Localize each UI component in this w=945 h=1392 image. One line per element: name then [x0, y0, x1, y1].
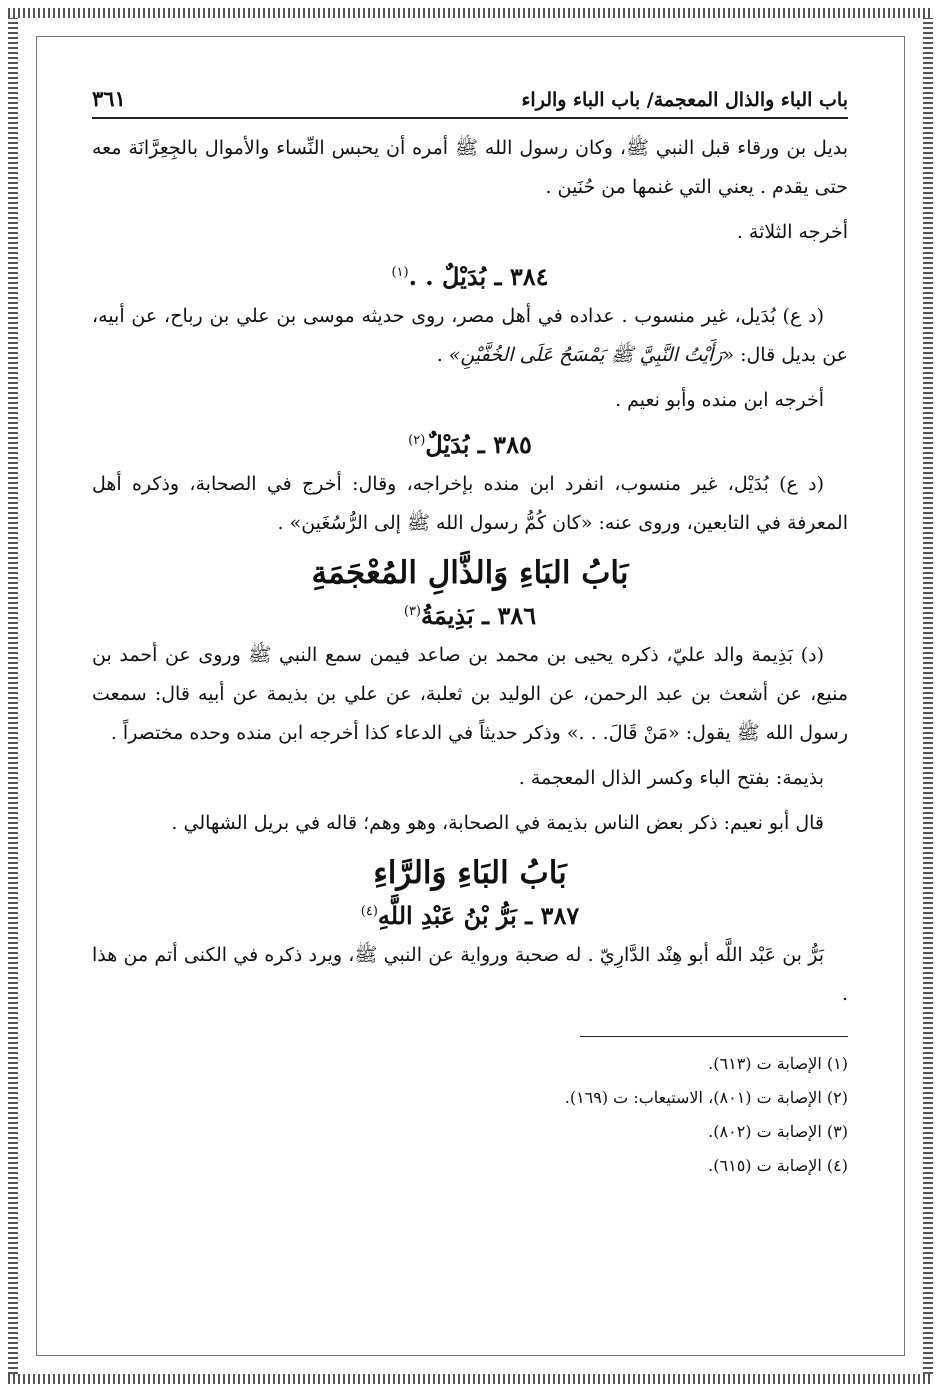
chapter-heading-ra: بَابُ البَاءِ وَالرَّاءِ: [373, 855, 567, 891]
footnote: (٤) الإصابة ت (٦١٥).: [708, 1156, 848, 1175]
entry-heading-384: [92, 262, 848, 291]
continued-paragraph: بديل بن ورقاء قبل النبي ﷺ، وكان رسول الله ﷺ أمره أن يحبس النِّساء والأموال بالجِعِرَّانَة معه حتى يقدم . يعني التي غنمها من حُنَين .: [92, 137, 848, 198]
footnote: (٢) الإصابة ت (٨٠١)، الاستيعاب: ت (١٦٩).: [564, 1088, 848, 1107]
entry-title: ٣٨٥ ـ بُدَيْلٌ: [425, 430, 532, 459]
entry-text-386: (د) بَذِيمة والد عليّ، ذكره يحيى بن محمد بن صاعد فيمن سمع النبي ﷺ وروى عن أحمد بن منيع، عن أشعث بن عبد الرحمن، عن الوليد بن ثعلبة، عن علي بن بذيمة عن أبيه قال: سمعت رسول الله ﷺ يقول: «مَنْ قَالَ. . .» وذكر حديثاً في الدعاء كذا أخرجه ابن منده وحده مختصراً .: [92, 644, 848, 744]
entry-title: ٣٨٧ ـ بَرُّ بْنُ عَبْدِ اللَّهِ: [377, 901, 580, 930]
hadith-quote: «رَأَيْتُ النَّبِيَّ ﷺ يَمْسَحُ عَلَى الخُفَّيْنِ»: [448, 344, 735, 366]
entry-text-385: (د ع) بُدَيْل، غير منسوب، انفرد ابن منده بإخراجه، وقال: أخرج في الصحابة، وذكره أهل المعرفة في التابعين، وروى عنه: «كان كُمُّ رسول الله ﷺ إلى الرُّسُغَين» .: [92, 473, 848, 534]
entry-text-end: .: [436, 344, 449, 366]
entry-title: ٣٨٦ ـ بَذِيمَةُ: [421, 601, 537, 630]
entry-text-intro: (د ع) بُدَيل، غير منسوب . عداده في أهل مصر، روى حديثه موسى بن علي بن رباح، عن أبيه، عن بديل قال:: [92, 305, 848, 366]
footnote-ref: (٤): [360, 904, 378, 919]
footnote: (١) الإصابة ت (٦١٣).: [708, 1054, 848, 1073]
footnote-ref: (٣): [403, 604, 421, 619]
entry-text-387: بَرُّ بن عَبْد اللَّه أبو هِنْد الدَّارِيّ . له صحبة ورواية عن النبي ﷺ، ويرد ذكره في الكنى أتم من هذا .: [92, 944, 848, 1005]
entry-note-386-b: قال أبو نعيم: ذكر بعض الناس بذيمة في الصحابة، وهو وهم؛ قاله في بريل الشهالي .: [171, 812, 824, 834]
entry-title: ٣٨٤ ـ بُدَيْلٌ . .: [408, 262, 549, 291]
footnotes: [92, 1047, 848, 1183]
footnote-ref: (٢): [408, 433, 426, 448]
running-header: [92, 86, 848, 119]
entry-heading-386: [92, 601, 848, 630]
book-page: [92, 86, 848, 1183]
running-title: باب الباء والذال المعجمة/ باب الباء والراء: [521, 89, 848, 111]
footnote: (٣) الإصابة ت (٨٠٢).: [708, 1122, 848, 1141]
chapter-heading-dhal: بَابُ البَاءِ وَالذَّالِ المُعْجَمَةِ: [311, 555, 629, 591]
entry-source-384: أخرجه ابن منده وأبو نعيم .: [615, 389, 824, 411]
footnote-ref: (١): [391, 265, 409, 280]
entry-heading-385: [92, 430, 848, 459]
source-note: أخرجه الثلاثة .: [736, 221, 848, 243]
entry-note-386-a: بذيمة: بفتح الباء وكسر الذال المعجمة .: [518, 767, 824, 789]
footnote-separator: [580, 1036, 848, 1037]
entry-heading-387: [92, 901, 848, 930]
page-number: ٣٦١: [92, 86, 126, 111]
entry-text-384: [92, 297, 848, 375]
